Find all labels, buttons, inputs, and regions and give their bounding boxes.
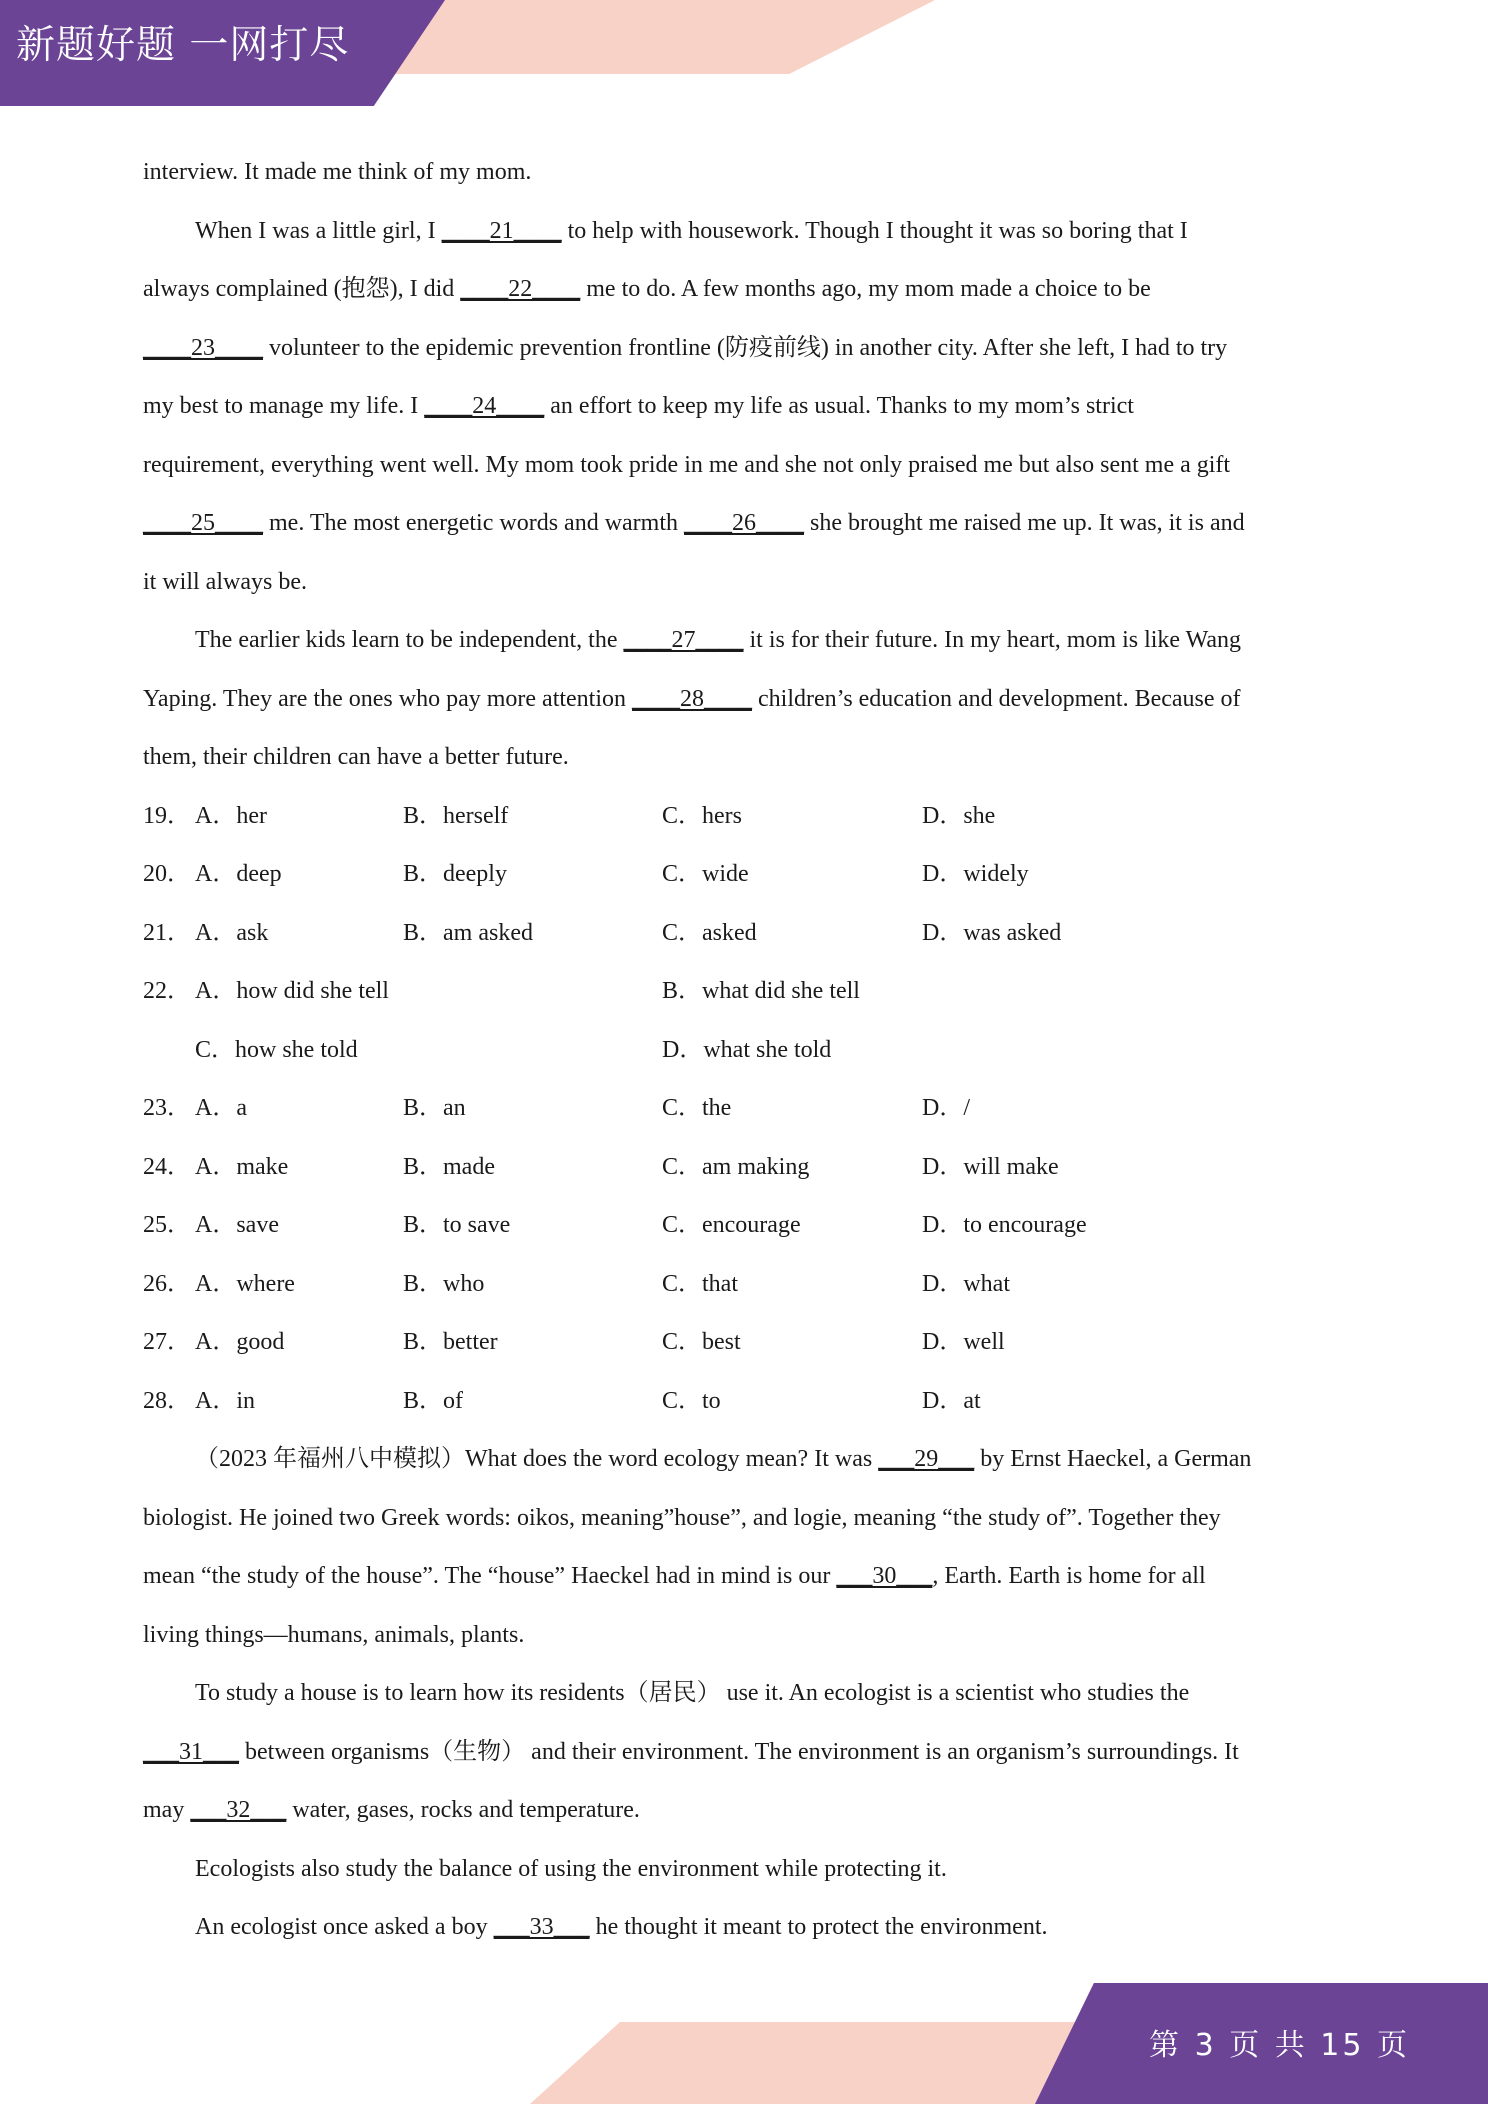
page-number: 第 3 页 共 15 页 (1149, 2028, 1410, 2063)
option-d: D．was asked (922, 919, 1062, 946)
question-23 (143, 1084, 1353, 1143)
option-b: B．made (403, 1153, 495, 1180)
option-c: C．the (662, 1095, 732, 1121)
option-d: D．at (922, 1387, 981, 1414)
question-28 (143, 1377, 1353, 1436)
option-b: B．herself (403, 802, 509, 829)
document-body (143, 148, 1353, 1962)
option-a: A．in (195, 1387, 255, 1414)
passage2-line: mean “the study of the house”. The “house” Haeckel had in mind is our ___30___, Earth. Earth is home for all (143, 1563, 1206, 1589)
question-24 (143, 1143, 1353, 1202)
question-number: 20． (143, 861, 191, 887)
question-number: 24． (143, 1153, 191, 1180)
blank-30: ___30___ (836, 1563, 933, 1589)
option-c: C．wide (662, 861, 749, 887)
option-b: B．better (403, 1329, 498, 1355)
option-b: B．am asked (403, 919, 533, 946)
option-d: D．she (922, 802, 996, 829)
option-a: A．make (195, 1153, 289, 1180)
option-d: D．will make (922, 1153, 1059, 1180)
blank-27: ____27____ (623, 627, 744, 653)
footer-pink-band (530, 2022, 1130, 2104)
question-number: 23． (143, 1095, 191, 1121)
passage2-line: An ecologist once asked a boy ___33___ he thought it meant to protect the environment. (195, 1914, 1048, 1940)
header-pink-band (395, 0, 935, 74)
passage1-line: always complained (抱怨), I did ____22____ me to do. A few months ago, my mom made a choice to be (143, 276, 1151, 302)
option-b: B．deeply (403, 861, 507, 887)
question-22-row2 (143, 1026, 1353, 1085)
option-d: D．widely (922, 861, 1029, 887)
question-26 (143, 1260, 1353, 1319)
option-a: A．save (195, 1212, 279, 1238)
question-25 (143, 1201, 1353, 1260)
question-number: 26． (143, 1270, 191, 1297)
option-b: B．who (403, 1270, 485, 1297)
question-22 (143, 967, 1353, 1026)
blank-24: ____24____ (424, 393, 545, 419)
passage1-line: it will always be. (143, 568, 307, 595)
passage1-line: them, their children can have a better future. (143, 744, 569, 770)
passage2-line: ___31___ between organisms（生物） and their environment. The environment is an organism’s surroundings. It (143, 1738, 1239, 1765)
option-a: A．where (195, 1270, 295, 1297)
passage1-line: my best to manage my life. I ____24____ an effort to keep my life as usual. Thanks to my mom’s strict (143, 393, 1134, 419)
blank-23: ____23____ (143, 334, 263, 361)
blank-25: ____25____ (143, 510, 263, 536)
option-c: C．encourage (662, 1212, 801, 1238)
passage2-line: （2023 年福州八中模拟）What does the word ecology mean? It was ___29___ by Ernst Haeckel, a German (195, 1446, 1252, 1472)
question-number: 21． (143, 919, 191, 946)
passage1-line: When I was a little girl, I ____21____ to help with housework. Though I thought it was so boring that I (195, 217, 1188, 244)
question-number: 27． (143, 1329, 191, 1355)
question-20 (143, 850, 1353, 909)
option-b: B．to save (403, 1212, 511, 1238)
passage2-line: Ecologists also study the balance of using the environment while protecting it. (195, 1855, 947, 1882)
blank-21: ____21____ (441, 217, 562, 244)
option-a: A．good (195, 1329, 285, 1355)
option-a: A．how did she tell (195, 978, 389, 1004)
blank-29: ___29___ (878, 1446, 975, 1472)
option-a: A．a (195, 1095, 247, 1121)
option-d: D．/ (922, 1095, 970, 1121)
option-b: B．of (403, 1387, 463, 1414)
option-c: C．hers (662, 802, 742, 829)
blank-31: ___31___ (143, 1738, 239, 1765)
question-number: 25． (143, 1212, 191, 1238)
passage1-line: Yaping. They are the ones who pay more attention ____28____ children’s education and development. Because of (143, 685, 1241, 712)
option-d: D．what (922, 1270, 1010, 1297)
blank-33: ___33___ (493, 1914, 590, 1940)
blank-32: ___32___ (190, 1797, 287, 1823)
question-number: 22． (143, 978, 191, 1004)
question-number: 28． (143, 1387, 191, 1414)
question-19 (143, 792, 1353, 851)
option-b: B．what did she tell (662, 978, 860, 1004)
passage2-line: To study a house is to learn how its residents（居民） use it. An ecologist is a scientist who studies the (195, 1680, 1190, 1706)
passage1-line: ____25____ me. The most energetic words and warmth ____26____ she brought me raised me up. It was, it is and (143, 510, 1245, 536)
question-number: 19． (143, 802, 191, 829)
option-b: B．an (403, 1095, 466, 1121)
option-d: D．to encourage (922, 1212, 1087, 1238)
option-c: C．to (662, 1387, 721, 1414)
passage1-line: requirement, everything went well. My mom took pride in me and she not only praised me but also sent me a gift (143, 451, 1231, 478)
passage1-line: The earlier kids learn to be independent, the ____27____ it is for their future. In my heart, mom is like Wang (195, 627, 1242, 653)
option-a: A．ask (195, 919, 269, 946)
passage1-line: interview. It made me think of my mom. (143, 159, 532, 185)
question-27 (143, 1318, 1353, 1377)
option-c: C．am making (662, 1153, 810, 1180)
blank-28: ____28____ (632, 685, 753, 712)
passage2-line: biologist. He joined two Greek words: oikos, meaning”house”, and logie, meaning “the study of”. Together they (143, 1504, 1221, 1531)
option-c: C．asked (662, 919, 757, 946)
option-c: C．that (662, 1270, 738, 1297)
blank-26: ____26____ (684, 510, 805, 536)
option-a: A．her (195, 802, 267, 829)
passage1-line: ____23____ volunteer to the epidemic prevention frontline (防疫前线) in another city. After she left, I had to try (143, 334, 1228, 361)
option-d: D．well (922, 1329, 1005, 1355)
passage2-line: living things—humans, animals, plants. (143, 1621, 525, 1648)
blank-22: ____22____ (460, 276, 581, 302)
option-c: C．how she told (195, 1036, 358, 1063)
option-d: D．what she told (662, 1036, 832, 1063)
option-a: A．deep (195, 861, 282, 887)
passage2-line: may ___32___ water, gases, rocks and temperature. (143, 1797, 640, 1823)
option-c: C．best (662, 1329, 741, 1355)
header-title: 新题好题 一网打尽 (16, 23, 350, 68)
question-21 (143, 909, 1353, 968)
